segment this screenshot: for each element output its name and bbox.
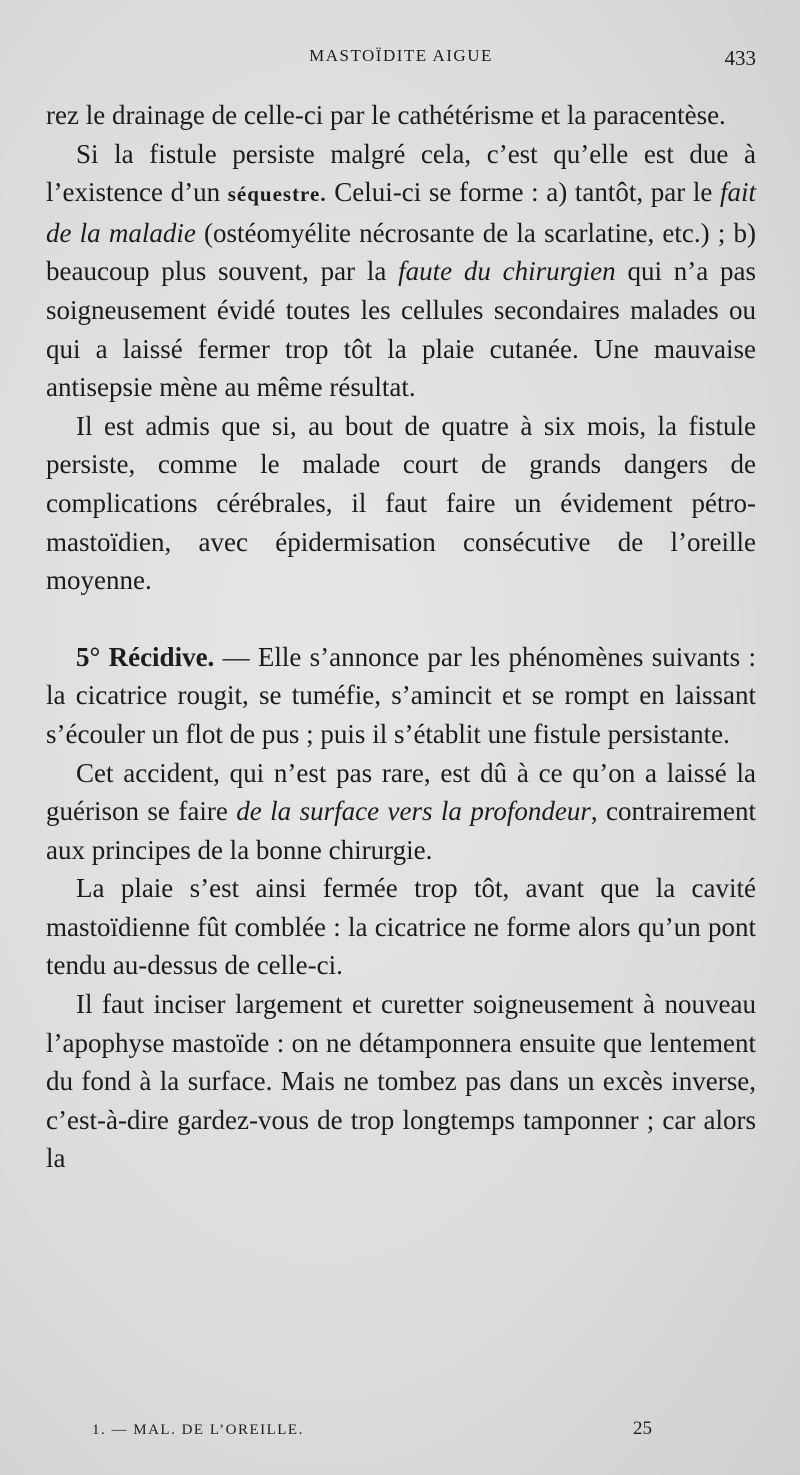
text-run: qui n’a pas soigneusement évidé toutes les cellules secondaires malades ou qui a laissé fermer trop tôt la plaie cutanée. Une mauvaise antisepsie mène au même résultat. [46, 256, 756, 403]
bold-term-sequestre: séquestre. [227, 182, 327, 207]
text-run: Celui-ci se forme : a) tantôt, par le [326, 177, 720, 208]
text-run: — Elle s’annonce par les phénomènes suivants : la cicatrice rougit, se tuméfie, s’amincit et se rompt en laissant s’écouler un flot de pus ; puis il s’établit une fistule persistante. [46, 641, 756, 749]
text-run: Si la fistule persiste malgré cela, c’est qu’elle est due à l’existence d’un [46, 138, 756, 208]
running-title: MASTOÏDITE AIGUE [309, 46, 493, 65]
text-run: Cet accident, qui n’est pas rare, est dû à ce qu’on a laissé la guérison se faire [46, 757, 756, 827]
paragraph-sequestre [46, 135, 756, 407]
italic-term: de la surface vers la profondeur [236, 796, 591, 827]
paragraph-fistule: Il est admis que si, au bout de quatre à six mois, la fistule persiste, comme le malade court de grands dangers de complications cérébrales, il faut faire un évidement pétro-mastoïdien, avec épidermisation consécutive de l’oreille moyenne. [46, 410, 756, 596]
paragraph-inciser: Il faut inciser largement et curetter soigneusement à nouveau l’apophyse mastoïde : on ne détamponnera ensuite que lentement du fond à la surface. Mais ne tombez pas dans un excès inverse, c’est-à-dire gardez-vous de trop longtemps tamponner ; car alors la [46, 989, 756, 1174]
printer-signature: 1. — MAL. DE L’OREILLE. [92, 1422, 304, 1438]
text-run: (ostéomyélite nécrosante de la scarlatine, etc.) ; b) beaucoup plus souvent, par la [46, 217, 756, 287]
section-heading-recidive: 5° Récidive. [76, 641, 215, 672]
italic-term: fait de la maladie [46, 177, 756, 248]
paragraph-plaie: La plaie s’est ainsi fermée trop tôt, avant que la cavité mastoïdienne fût comblée : la cicatrice ne forme alors qu’un pont tendu au-dessus de celle-ci. [46, 873, 756, 981]
paragraph-recidive [46, 638, 756, 754]
running-head [46, 46, 756, 74]
italic-term: faute du chirurgien [398, 256, 616, 287]
paragraph-accident [46, 754, 756, 870]
body-text [46, 96, 756, 1178]
text-run: , contrairement aux principes de la bonne chirurgie. [46, 796, 756, 865]
sheet-number: 25 [633, 1418, 652, 1439]
paragraph-gap [46, 600, 756, 638]
page-footer [92, 1418, 652, 1452]
page-number: 433 [724, 46, 756, 70]
paragraph-continued: rez le drainage de celle-ci par le cathétérisme et la paracentèse. [46, 100, 726, 130]
